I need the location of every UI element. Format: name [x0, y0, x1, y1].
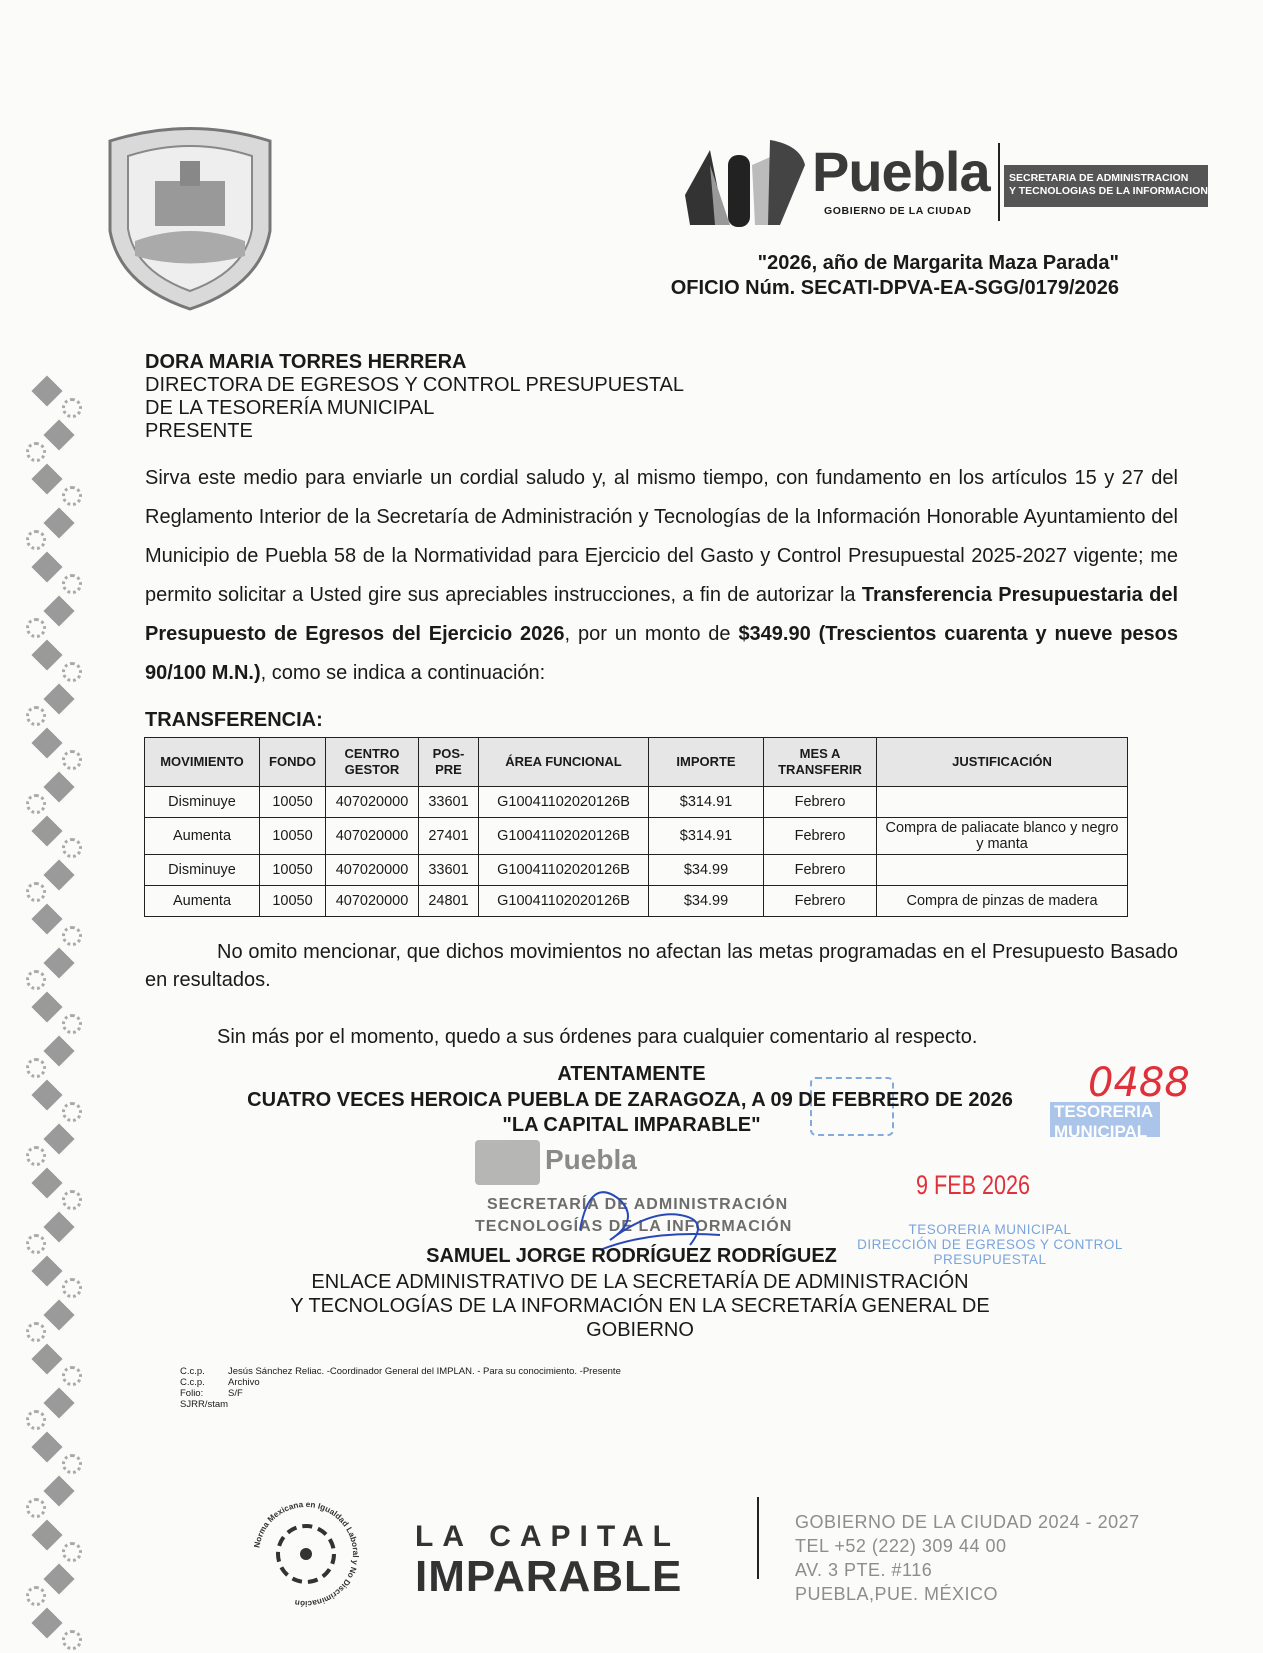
column-header: MES A TRANSFERIR	[764, 738, 877, 787]
diamond-ornament-icon	[43, 595, 74, 626]
table-cell: 33601	[419, 787, 479, 818]
table-cell: 407020000	[326, 855, 419, 886]
floral-ornament-icon	[26, 970, 46, 990]
floral-ornament-icon	[26, 1410, 46, 1430]
stamp-emblem-icon	[475, 1140, 540, 1185]
table-title: TRANSFERENCIA:	[145, 709, 323, 731]
diamond-ornament-icon	[43, 947, 74, 978]
table-cell: Febrero	[764, 855, 877, 886]
column-header: MOVIMIENTO	[145, 738, 260, 787]
table-cell: 27401	[419, 818, 479, 855]
column-header: POS-PRE	[419, 738, 479, 787]
department-line-1: SECRETARIA DE ADMINISTRACION	[1009, 172, 1189, 184]
signer-name: SAMUEL JORGE RODRÍGUEZ RODRÍGUEZ	[426, 1245, 837, 1267]
footer-city: PUEBLA,PUE. MÉXICO	[795, 1584, 999, 1604]
puebla-emblem-icon	[680, 135, 810, 227]
table-cell: Febrero	[764, 818, 877, 855]
year-motto: "2026, año de Margarita Maza Parada"	[757, 252, 1119, 274]
diamond-ornament-icon	[43, 1475, 74, 1506]
diamond-ornament-icon	[31, 991, 62, 1022]
floral-ornament-icon	[62, 1190, 82, 1210]
addressee-name: DORA MARIA TORRES HERRERA	[145, 351, 467, 373]
treasury-stamp-line-1: TESORERIA MUNICIPAL	[908, 1222, 1072, 1237]
floral-ornament-icon	[62, 750, 82, 770]
treasury-stamp-line-2: DIRECCIÓN DE EGRESOS Y CONTROL	[857, 1237, 1123, 1252]
addressee-presente: PRESENTE	[145, 420, 253, 442]
copy-line	[180, 1366, 621, 1377]
diamond-ornament-icon	[31, 1519, 62, 1550]
footer-address: AV. 3 PTE. #116	[795, 1560, 933, 1580]
addressee-title-2: DE LA TESORERÍA MUNICIPAL	[145, 397, 435, 419]
copy-label: Folio:	[180, 1388, 204, 1399]
footer-phone: TEL +52 (222) 309 44 00	[795, 1536, 1007, 1556]
table-cell: 407020000	[326, 886, 419, 917]
table-cell: 407020000	[326, 787, 419, 818]
closing-slogan: "LA CAPITAL IMPARABLE"	[502, 1114, 761, 1136]
floral-ornament-icon	[62, 838, 82, 858]
sender-stamp-line-2: TECNOLOGÍAS DE LA INFORMACIÓN	[475, 1218, 793, 1235]
footer-contact	[795, 1510, 1140, 1606]
table-cell: Aumenta	[145, 818, 260, 855]
floral-ornament-icon	[26, 1322, 46, 1342]
body-paragraph-3: Sin más por el momento, quedo a sus órdenes para cualquier comentario al respecto.	[217, 1026, 978, 1048]
copy-line	[180, 1388, 621, 1399]
floral-ornament-icon	[62, 1542, 82, 1562]
floral-ornament-icon	[26, 1586, 46, 1606]
body-text: , por un monto de	[564, 623, 739, 645]
table-cell: Aumenta	[145, 886, 260, 917]
diamond-ornament-icon	[31, 639, 62, 670]
column-header: JUSTIFICACIÓN	[877, 738, 1128, 787]
floral-ornament-icon	[26, 442, 46, 462]
diamond-ornament-icon	[43, 419, 74, 450]
table-cell: 10050	[260, 818, 326, 855]
treasury-logo-banner: TESORERIA MUNICIPAL	[1050, 1102, 1160, 1137]
closing-atentamente: ATENTAMENTE	[557, 1063, 706, 1085]
decorative-border-strip	[22, 380, 82, 1640]
table-cell: 10050	[260, 886, 326, 917]
table-row	[145, 787, 1128, 818]
signer-title	[220, 1270, 1060, 1342]
table-cell	[877, 855, 1128, 886]
column-header: FONDO	[260, 738, 326, 787]
table-row	[145, 886, 1128, 917]
table-row	[145, 818, 1128, 855]
table-cell: 407020000	[326, 818, 419, 855]
diamond-ornament-icon	[43, 1387, 74, 1418]
table-cell: Disminuye	[145, 787, 260, 818]
table-cell: Febrero	[764, 787, 877, 818]
signer-title-line-2: Y TECNOLOGÍAS DE LA INFORMACIÓN EN LA SECRETARÍA GENERAL DE	[290, 1295, 990, 1317]
diamond-ornament-icon	[31, 1343, 62, 1374]
body-bold-transfer: Transferencia Presupuestaria del Presupuesto de Egresos del Ejercicio 2026	[145, 584, 1179, 645]
floral-ornament-icon	[62, 1630, 82, 1650]
body-text: Sirva este medio para enviarle un cordial saludo y, al mismo tiempo, con fundamento en los artículos 15 y 27 del Reglamento Interior de la Secretaría de Administración y Tecnologías de la Información Honorable Ayuntamiento del Municipio de Puebla 58 de la Normatividad para Ejercicio del Gasto y Control Presupuestal 2025-2027 vigente; me permito solicitar a Usted gire sus apreciables instrucciones, a fin de autorizar la	[145, 467, 1178, 606]
diamond-ornament-icon	[31, 463, 62, 494]
copy-label: SJRR/stam	[180, 1399, 229, 1410]
body-bold-amount: $349.90 (Trescientos cuarenta y nueve pesos 90/100 M.N.)	[145, 623, 1179, 684]
logo-wordmark: Puebla	[812, 140, 990, 203]
table-cell: Disminuye	[145, 855, 260, 886]
table-cell	[877, 787, 1128, 818]
footer-divider	[757, 1497, 759, 1579]
diamond-ornament-icon	[31, 375, 62, 406]
diamond-ornament-icon	[43, 1563, 74, 1594]
copy-line	[180, 1399, 621, 1410]
diamond-ornament-icon	[43, 1299, 74, 1330]
stamp-wordmark: Puebla	[545, 1144, 637, 1175]
floral-ornament-icon	[26, 530, 46, 550]
addressee-title-1: DIRECTORA DE EGRESOS Y CONTROL PRESUPUESTAL	[145, 374, 685, 396]
table-cell: 10050	[260, 787, 326, 818]
table-cell: G10041102020126B	[479, 818, 649, 855]
column-header: IMPORTE	[649, 738, 764, 787]
diamond-ornament-icon	[43, 859, 74, 890]
column-header: CENTRO GESTOR	[326, 738, 419, 787]
floral-ornament-icon	[62, 926, 82, 946]
badge-text: Norma Mexicana en Igualdad Laboral y No Discriminación	[252, 1499, 361, 1609]
table-cell: $314.91	[649, 787, 764, 818]
brand-bottom: IMPARABLE	[415, 1552, 683, 1601]
table-row	[145, 855, 1128, 886]
copy-value: S/F	[228, 1388, 243, 1399]
logo-subtitle: GOBIERNO DE LA CIUDAD	[824, 205, 972, 217]
floral-ornament-icon	[62, 1366, 82, 1386]
copy-value: Archivo	[228, 1377, 260, 1388]
brand-top: LA CAPITAL	[415, 1520, 680, 1553]
diamond-ornament-icon	[43, 771, 74, 802]
diamond-ornament-icon	[43, 507, 74, 538]
floral-ornament-icon	[26, 1146, 46, 1166]
diamond-ornament-icon	[43, 1211, 74, 1242]
floral-ornament-icon	[62, 398, 82, 418]
department-line-2: Y TECNOLOGIAS DE LA INFORMACION	[1009, 185, 1208, 197]
footer-line-1: GOBIERNO DE LA CIUDAD 2024 - 2027	[795, 1512, 1140, 1532]
floral-ornament-icon	[26, 882, 46, 902]
table-cell: G10041102020126B	[479, 886, 649, 917]
signer-title-line-1: ENLACE ADMINISTRATIVO DE LA SECRETARÍA DE ADMINISTRACIÓN	[311, 1271, 969, 1293]
logo-divider	[998, 143, 1000, 221]
table-cell: $34.99	[649, 886, 764, 917]
floral-ornament-icon	[62, 1278, 82, 1298]
copy-value: Jesús Sánchez Reliac. -Coordinador General del IMPLAN. - Para su conocimiento. -Presente	[228, 1366, 621, 1377]
received-date-stamp: 9 FEB 2026	[916, 1170, 1031, 1200]
table-cell: $34.99	[649, 855, 764, 886]
signer-title-line-3: GOBIERNO	[586, 1319, 694, 1341]
diamond-ornament-icon	[43, 683, 74, 714]
sender-stamp-line-1: SECRETARÍA DE ADMINISTRACIÓN	[487, 1196, 789, 1213]
floral-ornament-icon	[62, 1454, 82, 1474]
transfer-table	[144, 737, 1128, 917]
diamond-ornament-icon	[31, 1607, 62, 1638]
table-cell: G10041102020126B	[479, 787, 649, 818]
city-seal-icon	[100, 121, 280, 311]
floral-ornament-icon	[26, 618, 46, 638]
diamond-ornament-icon	[31, 727, 62, 758]
column-header: ÁREA FUNCIONAL	[479, 738, 649, 787]
diamond-ornament-icon	[31, 551, 62, 582]
oficio-number: OFICIO Núm. SECATI-DPVA-EA-SGG/0179/2026	[670, 277, 1119, 299]
table-cell: 24801	[419, 886, 479, 917]
puebla-government-logo	[680, 135, 1210, 230]
table-cell: Compra de paliacate blanco y negro y manta	[877, 818, 1128, 855]
table-cell: G10041102020126B	[479, 855, 649, 886]
closing-place-date: CUATRO VECES HEROICA PUEBLA DE ZARAGOZA, A 09 DE FEBRERO DE 2026	[247, 1089, 1013, 1111]
department-banner	[1004, 165, 1208, 207]
body-text: , como se indica a continuación:	[260, 662, 546, 684]
diamond-ornament-icon	[43, 1035, 74, 1066]
treasury-stamp-line-3: PRESUPUESTAL	[933, 1252, 1047, 1267]
diamond-ornament-icon	[31, 903, 62, 934]
table-header-row	[145, 738, 1128, 787]
floral-ornament-icon	[26, 794, 46, 814]
equality-norm-badge-icon	[248, 1496, 364, 1612]
floral-ornament-icon	[26, 1498, 46, 1518]
copy-label: C.c.p.	[180, 1377, 205, 1388]
floral-ornament-icon	[62, 1014, 82, 1034]
table-cell: 10050	[260, 855, 326, 886]
body-paragraph-2: No omito mencionar, que dichos movimientos no afectan las metas programadas en el Presupuesto Basado en resultados.	[145, 941, 1178, 991]
diamond-ornament-icon	[31, 1167, 62, 1198]
table-cell: Compra de pinzas de madera	[877, 886, 1128, 917]
handwritten-folio: 0488	[1088, 1060, 1190, 1106]
table-cell: Febrero	[764, 886, 877, 917]
copy-line	[180, 1377, 621, 1388]
floral-ornament-icon	[62, 486, 82, 506]
table-cell: 33601	[419, 855, 479, 886]
copy-list	[180, 1366, 621, 1410]
floral-ornament-icon	[62, 662, 82, 682]
body-paragraph-1	[145, 459, 1178, 693]
floral-ornament-icon	[26, 706, 46, 726]
copy-label: C.c.p.	[180, 1366, 205, 1377]
floral-ornament-icon	[62, 574, 82, 594]
table-cell: $314.91	[649, 818, 764, 855]
diamond-ornament-icon	[31, 815, 62, 846]
addressee-block	[145, 351, 684, 443]
diamond-ornament-icon	[31, 1431, 62, 1462]
